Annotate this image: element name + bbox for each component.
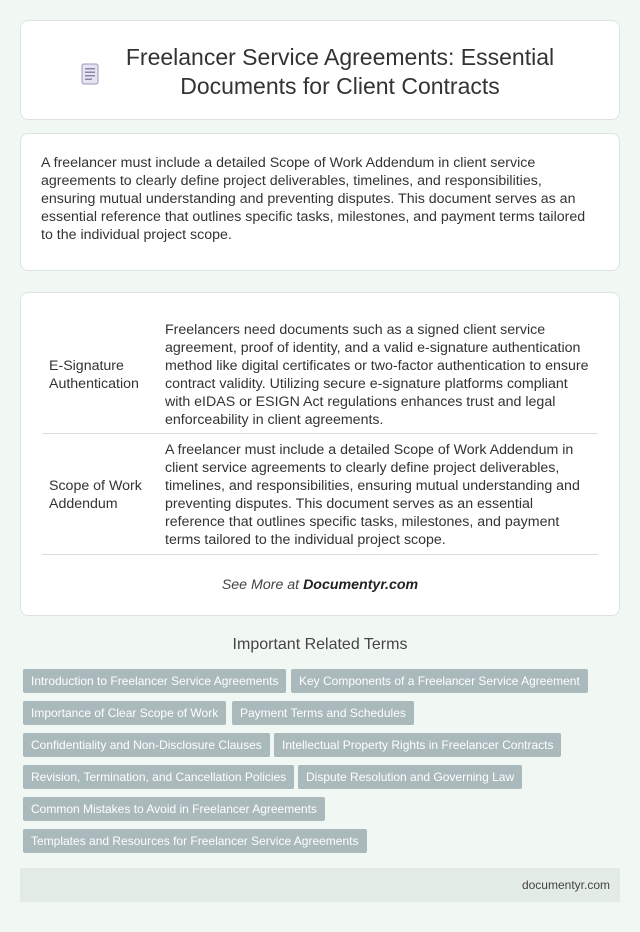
related-tag[interactable]: Intellectual Property Rights in Freelancer Contracts [274, 733, 561, 757]
related-terms-heading: Important Related Terms [232, 636, 408, 653]
see-more-site[interactable]: Documentyr.com [303, 577, 419, 593]
title-card [20, 20, 620, 120]
related-tag[interactable]: Common Mistakes to Avoid in Freelancer Agreements [23, 797, 325, 821]
table-row [42, 315, 598, 434]
footer [20, 868, 620, 902]
see-more-prefix: See More at [221, 577, 304, 593]
related-tag[interactable]: Revision, Termination, and Cancellation Policies [23, 765, 294, 789]
terms-table-card [20, 292, 620, 616]
row-description: Freelancers need documents such as a signed client service agreement, proof of identity, and a valid e-signature authentication method like digital certificates or two-factor authentication to ensure contract validity. Utilizing secure e-signature platforms compliant with eIDAS or ESIGN Act regulations enhances trust and legal enforceability in client agreements. [165, 322, 589, 428]
related-tag[interactable]: Importance of Clear Scope of Work [23, 701, 226, 725]
related-tag[interactable]: Introduction to Freelancer Service Agreements [23, 669, 286, 693]
related-tag[interactable]: Key Components of a Freelancer Service Agreement [291, 669, 588, 693]
see-more-link[interactable] [21, 577, 619, 593]
related-tag[interactable]: Dispute Resolution and Governing Law [298, 765, 522, 789]
row-description: A freelancer must include a detailed Scope of Work Addendum in client service agreements to clearly define project deliverables, timelines, and responsibilities, ensuring mutual understanding and preventing disputes. This document serves as an essential reference that outlines specific tasks, milestones, and payment terms tailored to the individual project scope. [165, 442, 580, 548]
intro-text: A freelancer must include a detailed Scope of Work Addendum in client service agreements to clearly define project deliverables, timelines, and responsibilities, ensuring mutual understanding and preventing disputes. This document serves as an essential reference that outlines specific tasks, milestones, and payment terms tailored to the individual project scope. [41, 155, 586, 243]
intro-card [20, 133, 620, 271]
page-title: Freelancer Service Agreements: Essential Documents for Client Contracts [125, 44, 555, 99]
related-tag[interactable]: Confidentiality and Non-Disclosure Clauses [23, 733, 270, 757]
related-tag[interactable]: Templates and Resources for Freelancer Service Agreements [23, 829, 367, 853]
row-term: E-Signature Authentication [49, 358, 139, 392]
footer-site-link[interactable]: documentyr.com [521, 878, 610, 892]
related-tag[interactable]: Payment Terms and Schedules [232, 701, 414, 725]
table-row [42, 435, 598, 555]
row-term: Scope of Work Addendum [49, 478, 142, 512]
